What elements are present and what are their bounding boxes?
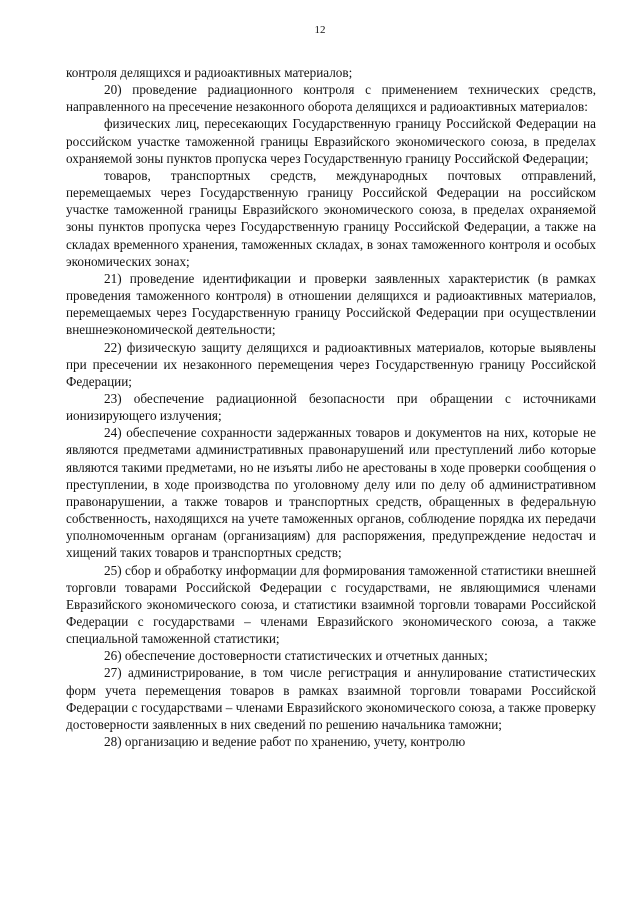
paragraph: 27) администрирование, в том числе регистрация и аннулирование статистических форм учета перемещения товаров в рамках взаимной торговли товарами Российской Федерации с государствами – членами Евразийского экономического союза, а также проверку достоверности заявленных в них сведений по решению начальника таможни; bbox=[66, 665, 596, 732]
paragraph: 24) обеспечение сохранности задержанных товаров и документов на них, которые не являются предметами административных правонарушений или преступлений либо которые являются такими предметами, но не изъяты либо не арестованы в ходе проверки сообщения о преступлении, в ходе производства по уголовному делу или по делу об административном правонарушении, а также товаров и транспортных средств, обращенных в федеральную собственность, находящихся на учете таможенных органов, соблюдение порядка их передачи уполномоченным органам (организациям) для распоряжения, предупреждение недостач и хищений таких товаров и транспортных средств; bbox=[66, 425, 596, 561]
paragraph: товаров, транспортных средств, международных почтовых отправлений, перемещаемых через Государственную границу Российской Федерации на российском участке таможенной границы Евразийского экономического союза, в пределах охраняемой зоны пунктов пропуска через Государственную границу Российской Федерации, а также на складах временного хранения, таможенных складах, в зонах таможенного контроля и особых экономических зонах; bbox=[66, 167, 596, 269]
paragraph: 21) проведение идентификации и проверки заявленных характеристик (в рамках проведения таможенного контроля) в отношении делящихся и радиоактивных материалов, перемещаемых через Государственную границу Российской Федерации при осуществлении внешнеэкономической деятельности; bbox=[66, 270, 596, 338]
paragraph: контроля делящихся и радиоактивных материалов; bbox=[66, 65, 353, 80]
page-number: 12 bbox=[314, 24, 326, 36]
paragraph: физических лиц, пересекающих Государственную границу Российской Федерации на российском участке таможенной границы Евразийского экономического союза, в пределах охраняемой зоны пунктов пропуска через Государственную границу Российской Федерации; bbox=[66, 116, 596, 166]
paragraph: 25) сбор и обработку информации для формирования таможенной статистики внешней торговли товарами Российской Федерации с государствами, не являющимися членами Евразийского экономического союза, и статистики взаимной торговли товарами Российской Федерации с государствами – членами Евразийского экономического союза, а также специальной таможенной статистики; bbox=[66, 562, 596, 647]
document-body bbox=[66, 64, 596, 750]
paragraph: 28) организацию и ведение работ по хранению, учету, контролю bbox=[104, 734, 466, 750]
paragraph: 20) проведение радиационного контроля с применением технических средств, направленного на пресечение незаконного оборота делящихся и радиоактивных материалов: bbox=[66, 82, 596, 115]
paragraph: 22) физическую защиту делящихся и радиоактивных материалов, которые выявлены при пресечении их незаконного перемещения через Государственную границу Российской Федерации; bbox=[66, 339, 596, 389]
paragraph: 23) обеспечение радиационной безопасности при обращении с источниками ионизирующего излучения; bbox=[66, 390, 596, 424]
paragraph: 26) обеспечение достоверности статистических и отчетных данных; bbox=[104, 648, 488, 664]
